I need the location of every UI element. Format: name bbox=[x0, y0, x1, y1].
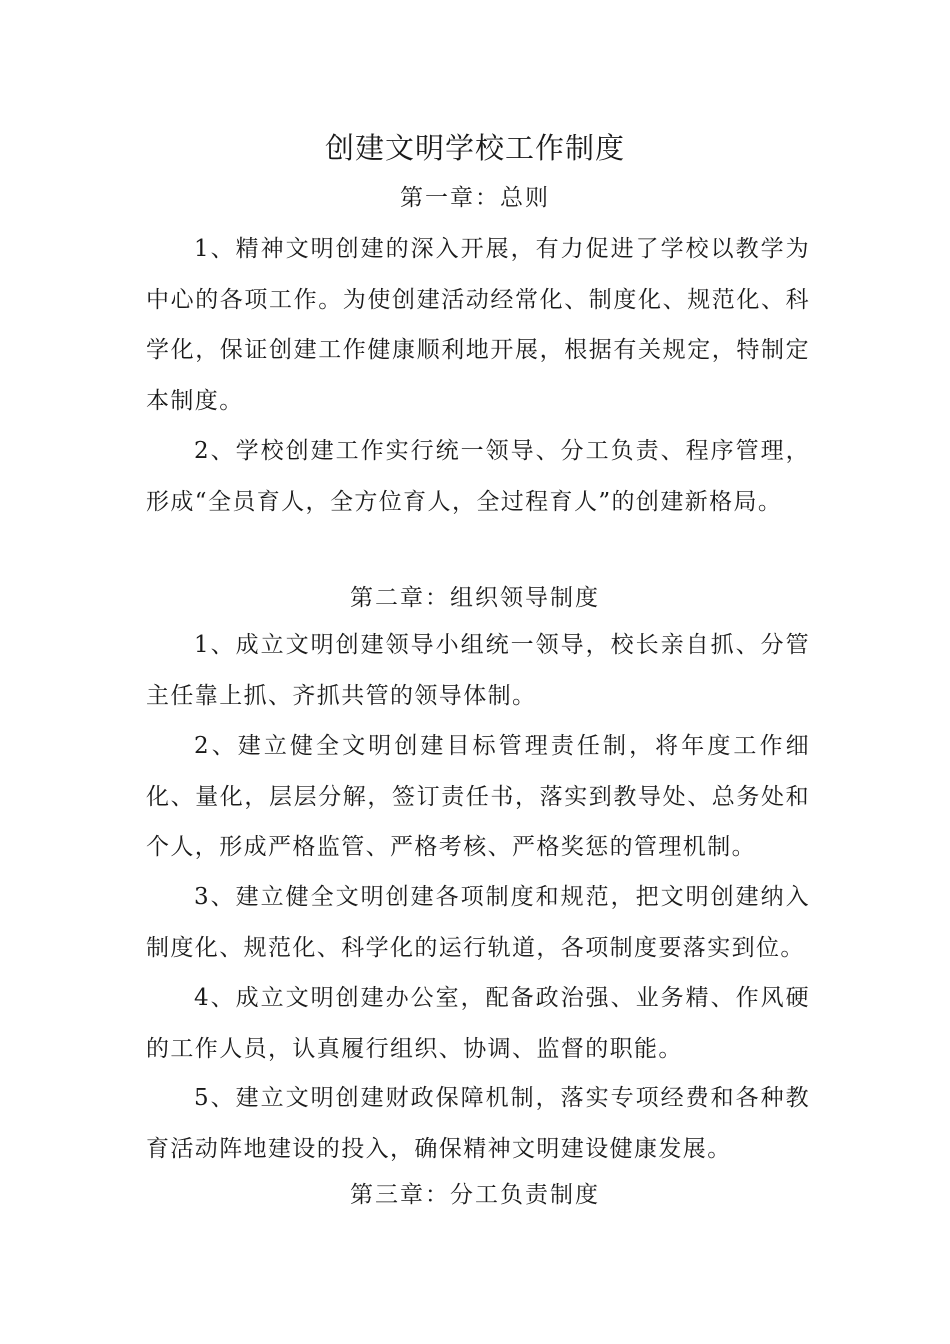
chapter-2-heading: 第二章：组织领导制度 bbox=[350, 585, 600, 611]
chapter-2-paragraph-5: 5、建立文明创建财政保障机制，落实专项经费和各种教育活动阵地建设的投入，确保精神文明建设健康发展。 bbox=[146, 1085, 810, 1162]
chapter-1-paragraph-1: 1、精神文明创建的深入开展，有力促进了学校以教学为中心的各项工作。为使创建活动经常化、制度化、规范化、科学化，保证创建工作健康顺利地开展，根据有关规定，特制定本制度。 bbox=[146, 236, 810, 414]
document-title: 创建文明学校工作制度 bbox=[324, 131, 625, 165]
chapter-3-heading: 第三章：分工负责制度 bbox=[350, 1182, 600, 1208]
chapter-2-paragraph-2: 2、建立健全文明创建目标管理责任制，将年度工作细化、量化，层层分解，签订责任书，落实到教导处、总务处和个人，形成严格监管、严格考核、严格奖惩的管理机制。 bbox=[146, 733, 810, 860]
chapter-2-paragraph-4: 4、成立文明创建办公室，配备政治强、业务精、作风硬的工作人员，认真履行组织、协调、监督的职能。 bbox=[146, 985, 810, 1062]
chapter-2-paragraph-1: 1、成立文明创建领导小组统一领导，校长亲自抓、分管主任靠上抓、齐抓共管的领导体制。 bbox=[146, 632, 810, 709]
chapter-2-paragraph-3: 3、建立健全文明创建各项制度和规范，把文明创建纳入制度化、规范化、科学化的运行轨道，各项制度要落实到位。 bbox=[146, 884, 810, 961]
chapter-1-heading: 第一章：总则 bbox=[400, 185, 550, 211]
chapter-1-paragraph-2: 2、学校创建工作实行统一领导、分工负责、程序管理，形成“全员育人，全方位育人，全过程育人”的创建新格局。 bbox=[146, 438, 810, 515]
